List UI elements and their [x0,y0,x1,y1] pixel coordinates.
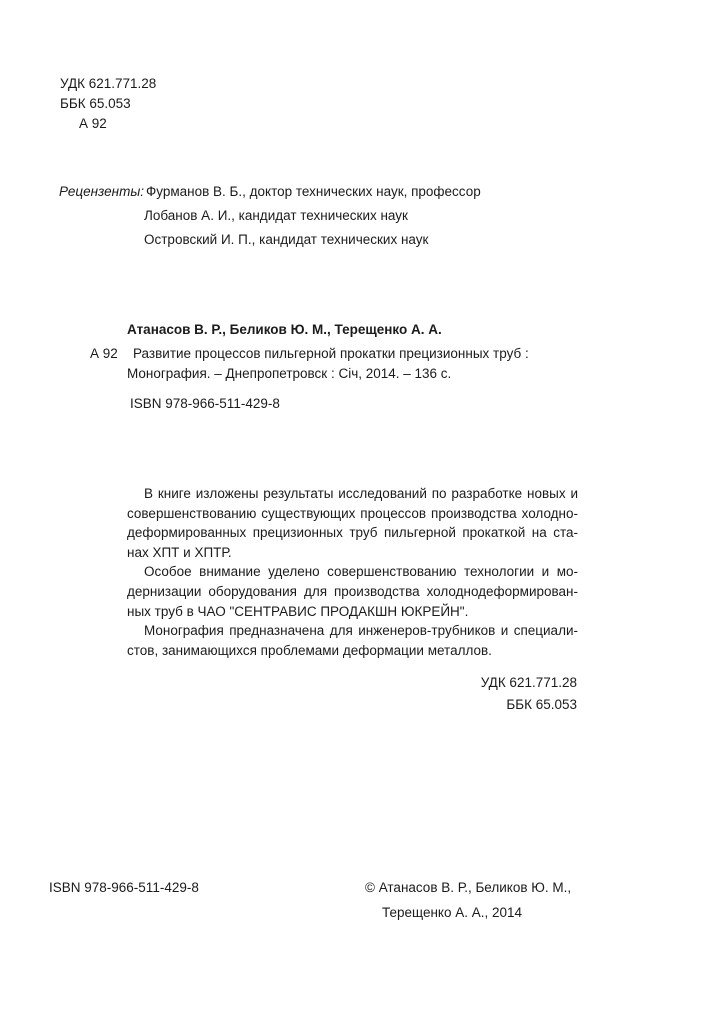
annotation-paragraph-3: Монография предназначена для инженеров-трубников и специалистов, занимающихся проблемами деформации металлов. [127,623,578,658]
bbk-code: ББК 65.053 [60,96,131,111]
annotation-bbk: ББК 65.053 [506,697,577,712]
catalog-title-line-2: Монография. – Днепропетровск : Січ, 2014. – 136 с. [127,366,452,381]
catalog-isbn: ISBN 978-966-511-429-8 [130,396,280,411]
author-mark: А 92 [79,116,107,131]
footer-isbn: ISBN 978-966-511-429-8 [49,880,199,895]
copyright-line-1: © Атанасов В. Р., Беликов Ю. М., [365,880,572,895]
reviewers-label: Рецензенты: [59,184,145,199]
annotation [127,484,578,660]
annotation-udk: УДК 621.771.28 [480,675,577,690]
catalog-mark: А 92 [90,346,118,361]
annotation-paragraph-1: В книге изложены результаты исследований по разработке новых и совершенствованию существующих процессов производства холоднодеформированных прецизионных труб пильгерной прокаткой на станах ХПТ и ХПТР. [127,486,578,560]
copyright-line-2: Терещенко А. А., 2014 [382,905,523,920]
reviewer-2: Лобанов А. И., кандидат технических наук [144,208,408,223]
reviewer-3: Островский И. П., кандидат технических наук [144,232,429,247]
catalog-title-line-1: Развитие процессов пильгерной прокатки прецизионных труб : [133,346,529,361]
catalog-authors: Атанасов В. Р., Беликов Ю. М., Терещенко А. А. [127,322,442,337]
reviewer-1: Фурманов В. Б., доктор технических наук, профессор [146,184,481,199]
udk-code: УДК 621.771.28 [60,76,157,91]
annotation-paragraph-2: Особое внимание уделено совершенствованию технологии и модернизации оборудования для производства холоднодеформированных труб в ЧАО "СЕНТРАВИС ПРОДАКШН ЮКРЕЙН". [127,564,578,619]
